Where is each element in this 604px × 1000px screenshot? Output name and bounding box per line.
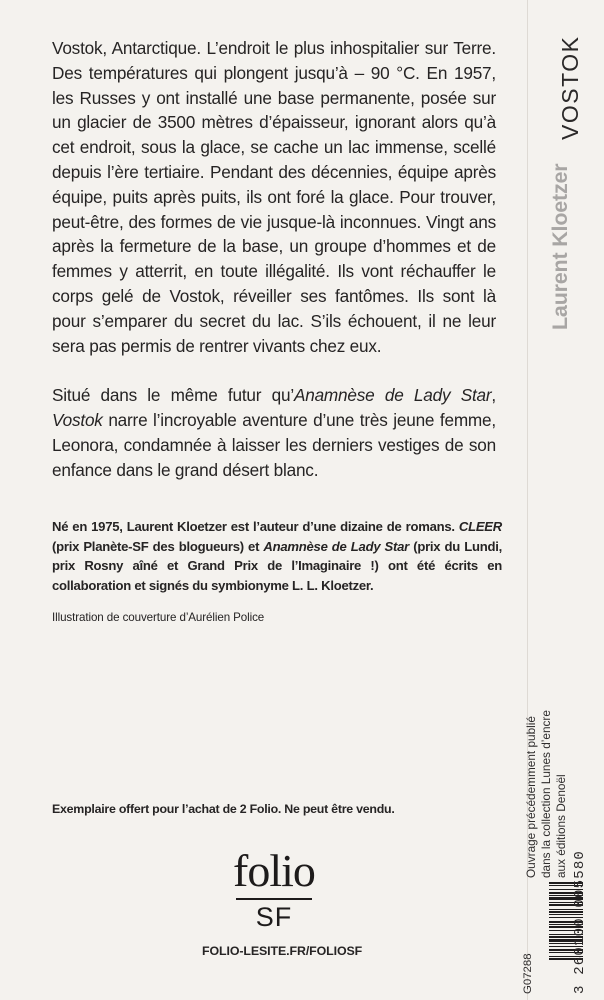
book-title-italic: Anamnèse de Lady Star [293, 385, 492, 406]
summary-text: narre l’incroyable aventure d’une très jeune femme, Leonora, condamnée à laisser les derniers vestiges de son enfance dans le grand désert blanc. [52, 410, 496, 480]
publication-note-line: aux éditions Denoël [553, 774, 568, 878]
book-title-italic: Anamnèse de Lady Star [263, 538, 410, 554]
summary-text: , [491, 385, 496, 406]
book-title-italic: CLEER [458, 519, 502, 534]
spine-author: Laurent Kloetzer [548, 163, 572, 330]
folio-sf-logo [230, 845, 318, 932]
summary-paragraph-2 [52, 383, 496, 482]
product-code: G07288 [522, 953, 534, 994]
summary-paragraph-1: Vostok, Antarctique. L’endroit le plus inhospitalier sur Terre. Des températures qui plongent jusqu’à – 90 °C. En 1957, les Russes y ont installé une base permanente, posée sur un glacier de 3500 mètres d’épaisseur, ignorant alors qu’à cet endroit, sous la glace, se cache un lac immense, scellé depuis l’ère tertiaire. Pendant des décennies, équipe après équipe, puits après puits, ils ont foré la glace. Pour trouver, peut-être, des formes de vie jusque-là inconnues. Vingt ans après la fermeture de la base, un groupe d’hommes et de femmes y atterrit, en toute illégalité. Ils vont réchauffer le corps gelé de Vostok, réveiller ses fantômes. Ils sont là pour s’emparer du secret du lac. S’ils échouent, il ne leur sera pas permis de rentrer vivants chez eux. [52, 38, 496, 356]
offer-notice: Exemplaire offert pour l’achat de 2 Folio. Ne peut être vendu. [52, 802, 395, 816]
barcode-number: 3 260100 005580 [572, 849, 588, 994]
spine-title: VOSTOK [557, 35, 583, 140]
bio-text: Né en 1975, Laurent Kloetzer est l’auteur d’une dizaine de romans. [52, 519, 459, 534]
publication-note-line: dans la collection Lunes d’encre [538, 710, 553, 878]
author-bio [52, 517, 502, 595]
logo-folio-word: folio [233, 845, 315, 896]
illustration-credit: Illustration de couverture d’Aurélien Police [52, 611, 265, 624]
summary-text: Situé dans le même futur qu’ [52, 385, 294, 406]
back-cover-summary [52, 36, 496, 483]
bio-text: (prix du Lundi, prix Rosny aîné et Grand Prix de l’Imaginaire !) ont été écrits en collaboration et signés du symbionyme L. L. Kloetzer. [52, 538, 502, 593]
publication-note [524, 660, 568, 878]
bio-text: (prix Planète-SF des blogueurs) et [52, 538, 264, 554]
publication-note-line: Ouvrage précédemment publié [524, 716, 538, 878]
book-title-italic: Vostok [52, 410, 103, 431]
logo-sf-word: SF [255, 901, 293, 932]
website-link[interactable]: FOLIO-LESITE.FR/FOLIOSF [202, 944, 363, 958]
logo-divider [236, 898, 312, 900]
